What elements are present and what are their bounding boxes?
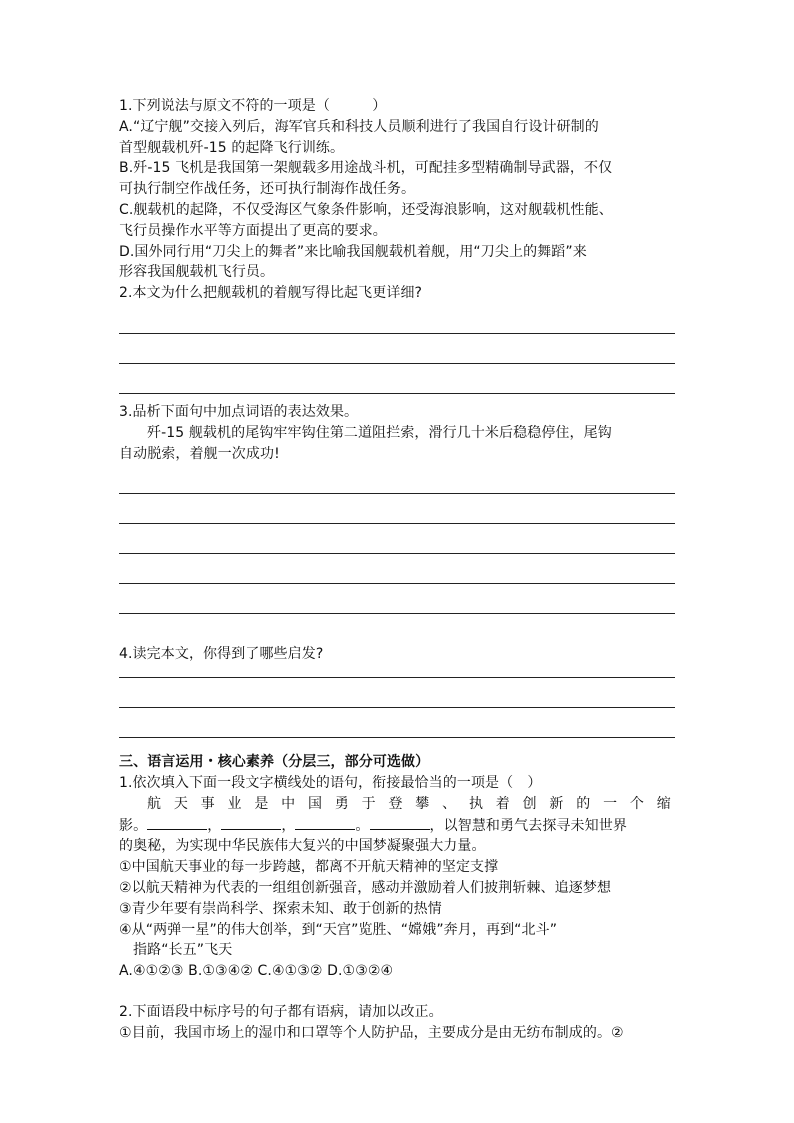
question-1-title: 1.下列说法与原文不符的一项是（ ） (119, 98, 387, 114)
document-page (119, 96, 675, 1044)
passage-char: 中 (281, 795, 296, 812)
option-sentence-4-line-1: ④从“两弹一星”的伟大创举，到“天宫”览胜、“嫦娥”奔月，再到“北斗” (119, 921, 558, 938)
section-heading: 三、语言运用・核心素养（分层三，部分可选做） (119, 754, 430, 771)
answer-line[interactable] (119, 708, 675, 738)
fill-blank-1[interactable] (147, 815, 207, 830)
passage-char: 一 (603, 795, 618, 812)
option-sentence-4-line-2: 指路“长五”飞天 (133, 942, 233, 959)
passage-char: 勇 (334, 795, 349, 812)
question-3-title: 3.品析下面句中加点词语的表达效果。 (119, 403, 359, 420)
option-c-line-2: 飞行员操作水平等方面提出了更高的要求。 (119, 222, 387, 239)
passage-char: 登 (388, 795, 403, 812)
answer-line[interactable] (119, 304, 675, 334)
answer-line[interactable] (119, 494, 675, 524)
answer-line[interactable] (119, 584, 675, 614)
answer-line[interactable] (119, 665, 675, 678)
option-c-line-1: C.舰载机的起降，不仅受海区气象条件影响，还受海浪影响，这对舰载机性能、 (119, 201, 613, 218)
passage-char: 执 (468, 795, 484, 812)
answer-line[interactable] (119, 464, 675, 494)
passage-char: 事 (200, 795, 215, 812)
question-4-title: 4.读完本文，你得到了哪些启发? (119, 646, 324, 663)
section-question-2-text: ①目前，我国市场上的湿巾和口罩等个人防护品，主要成分是由无纺布制成的。② (119, 1024, 624, 1041)
passage-text: ，以智慧和勇气去探寻未知世界 (429, 817, 627, 834)
option-d-line-2: 形容我国舰载机飞行员。 (119, 264, 275, 281)
answer-choices: A.④①②③ B.①③④② C.④①③② D.①③②④ (119, 963, 394, 980)
passage-char: 着 (495, 795, 510, 812)
passage-char: 天 (173, 795, 188, 812)
section-question-2-title: 2.下面语段中标序号的句子都有语病，请加以改正。 (119, 1003, 443, 1020)
passage-char: 攀 (415, 795, 430, 812)
passage-line-1 (119, 794, 675, 815)
passage-text: ， (281, 817, 296, 834)
fill-blank-3[interactable] (295, 815, 355, 830)
passage-char: 新 (549, 795, 564, 812)
passage-char: 的 (576, 795, 591, 812)
answer-line[interactable] (119, 524, 675, 554)
passage-line-2 (119, 815, 675, 837)
fill-blank-4[interactable] (370, 815, 430, 830)
quoted-sentence-line-2: 自动脱索，着舰一次成功! (119, 445, 280, 462)
question-2-title: 2.本文为什么把舰载机的着舰写得比起飞更详细? (119, 285, 423, 302)
option-sentence-1: ①中国航天事业的每一步跨越，都离不开航天精神的坚定支撑 (119, 859, 499, 876)
answer-line[interactable] (119, 334, 675, 364)
option-d-line-1: D.国外同行用“刀尖上的舞者”来比喻我国舰载机着舰，用“刀尖上的舞蹈”来 (119, 243, 587, 260)
passage-char: 国 (307, 795, 323, 812)
passage-char: 是 (254, 795, 269, 812)
passage-text: 影。 (119, 817, 148, 834)
passage-char: 业 (227, 795, 242, 812)
fill-blank-2[interactable] (221, 815, 281, 830)
option-sentence-2: ②以航天精神为代表的一组组创新强音，感动并激励着人们披荆斩棘、追逐梦想 (119, 879, 612, 896)
passage-char: 于 (361, 795, 376, 812)
option-sentence-3: ③青少年要有崇尚科学、探索未知、敢于创新的热情 (119, 900, 442, 917)
passage-char: 个 (629, 795, 645, 812)
passage-char: 缩 (656, 795, 671, 812)
option-b-line-1: B.歼-15 飞机是我国第一架舰载多用途战斗机，可配挂多型精确制导武器，不仅 (119, 160, 613, 177)
passage-char: 创 (522, 795, 537, 812)
passage-line-3: 的奥秘，为实现中华民族伟大复兴的中国梦凝聚强大力量。 (119, 838, 486, 855)
passage-char: 航 (147, 795, 162, 812)
answer-line[interactable] (119, 554, 675, 584)
passage-text: ， (207, 817, 222, 834)
option-a-line-1: A.“辽宁舰”交接入列后，海军官兵和科技人员顺利进行了我国自行设计研制的 (119, 118, 599, 135)
option-b-line-2: 可执行制空作战任务，还可执行制海作战任务。 (119, 181, 416, 198)
passage-text: 。 (355, 817, 370, 834)
answer-line[interactable] (119, 364, 675, 394)
quoted-sentence-line-1: 歼-15 舰载机的尾钩牢牢钩住第二道阻拦索，滑行几十米后稳稳停住，尾钩 (147, 424, 612, 441)
answer-line[interactable] (119, 678, 675, 708)
option-a-line-2: 首型舰载机歼-15 的起降飞行训练。 (119, 139, 345, 156)
passage-char: 、 (442, 795, 457, 812)
section-question-1-title: 1.依次填入下面一段文字横线处的语句，衔接最恰当的一项是（ ） (119, 774, 542, 791)
